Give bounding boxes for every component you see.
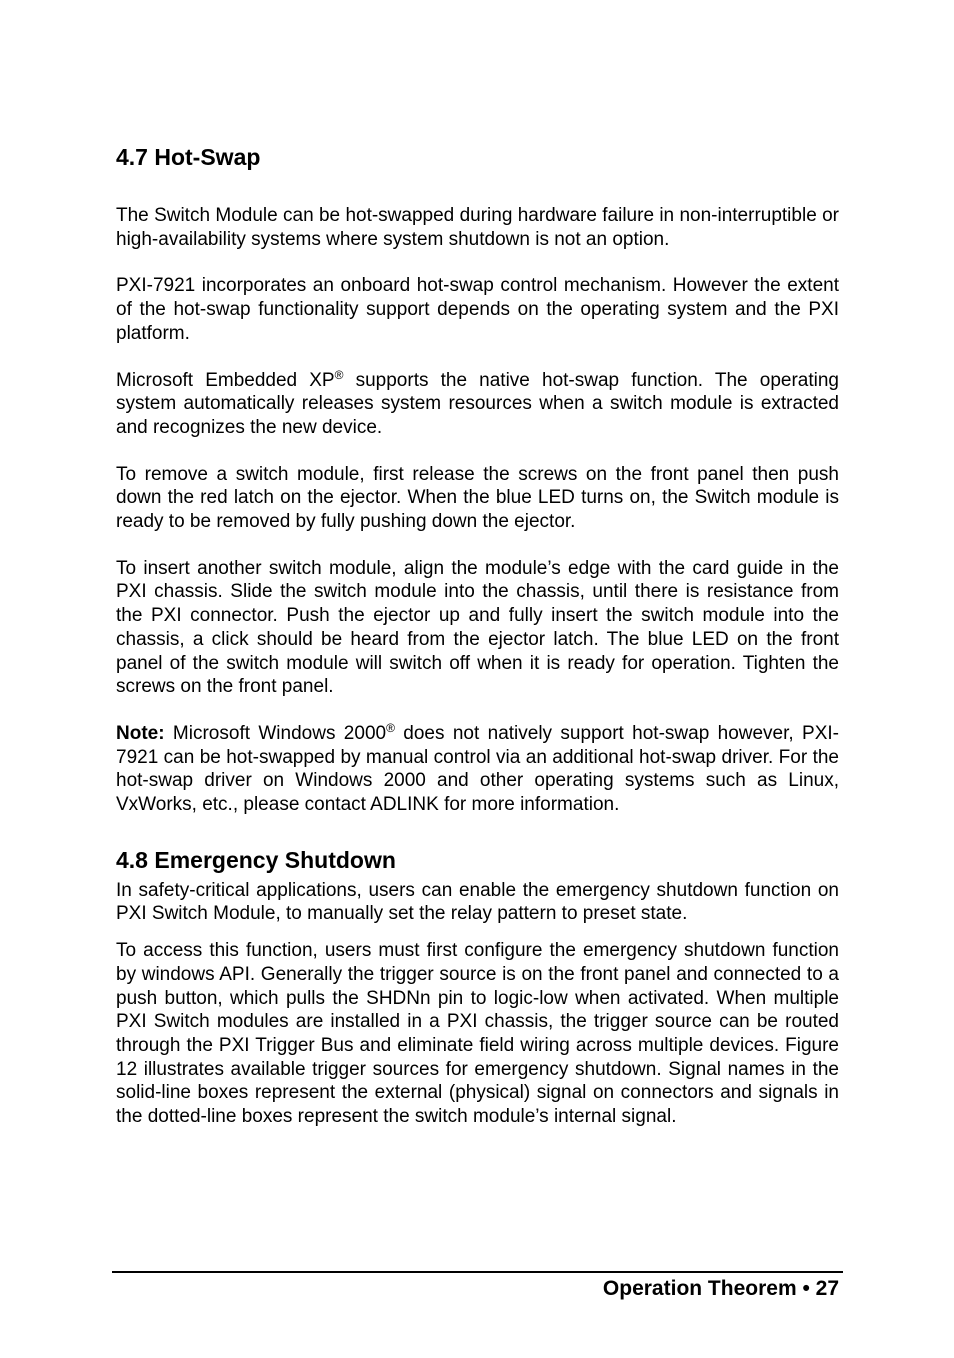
registered-mark: ®: [386, 720, 395, 735]
note-paragraph: [116, 722, 839, 817]
paragraph-text: supports the native hot-swap function. The operating system automatically releases system resources when a switch module is extracted and recognizes the new device.: [116, 369, 840, 438]
paragraph: To remove a switch module, first release the screws on the front panel then push down the red latch on the ejector. When the blue LED turns on, the Switch module is ready to be removed by fully pushing down the ejector.: [116, 463, 839, 533]
section-hot-swap: [116, 140, 839, 817]
section-emergency-shutdown: [116, 843, 839, 1129]
paragraph-text: Microsoft Embedded XP: [116, 369, 335, 391]
footer-page-label: Operation Theorem • 27: [602, 1277, 839, 1300]
paragraph: In safety-critical applications, users can enable the emergency shutdown function on PXI Switch Module, to manually set the relay pattern to preset state.: [116, 879, 839, 925]
section-heading-hot-swap: 4.7 Hot-Swap: [116, 144, 261, 170]
note-text: Microsoft Windows 2000: [164, 722, 387, 744]
page-content: [116, 140, 839, 1142]
paragraph: To insert another switch module, align the module’s edge with the card guide in the PXI chassis. Slide the switch module into the chassis, until there is resistance from the PXI connector. Push the ejector up and fully insert the switch module into the chassis, a click should be heard from the ejector latch. The blue LED on the front panel of the switch module will switch off when it is ready for operation. Tighten the screws on the front panel.: [116, 557, 839, 698]
footer-rule: [112, 1271, 843, 1273]
paragraph: [116, 369, 839, 440]
note-text: does not natively support hot-swap however, PXI-7921 can be hot-swapped by manual control via an additional hot-swap driver. For the hot-swap driver on Windows 2000 and other operating systems such as Linux, VxWorks, etc., please contact ADLINK for more information.: [116, 722, 839, 816]
paragraph: To access this function, users must first configure the emergency shutdown function by windows API. Generally the trigger source is on the front panel and connected to a push button, which pulls the SHDNn pin to logic-low when activated. When multiple PXI Switch modules are installed in a PXI chassis, the trigger source can be routed through the PXI Trigger Bus and eliminate field wiring across multiple devices. Figure 12 illustrates available trigger sources for emergency shutdown. Signal names in the solid-line boxes represent the external (physical) signal on connectors and signals in the dotted-line boxes represent the switch module’s internal signal.: [116, 940, 839, 1128]
note-label: Note:: [116, 722, 165, 744]
section-heading-emergency-shutdown: 4.8 Emergency Shutdown: [116, 846, 396, 873]
paragraph: The Switch Module can be hot-swapped during hardware failure in non-interruptible or high-availability systems where system shutdown is not an option.: [116, 205, 839, 250]
registered-mark: ®: [334, 367, 344, 382]
paragraph: PXI-7921 incorporates an onboard hot-swap control mechanism. However the extent of the hot-swap functionality support depends on the operating system and the PXI platform.: [116, 275, 839, 344]
